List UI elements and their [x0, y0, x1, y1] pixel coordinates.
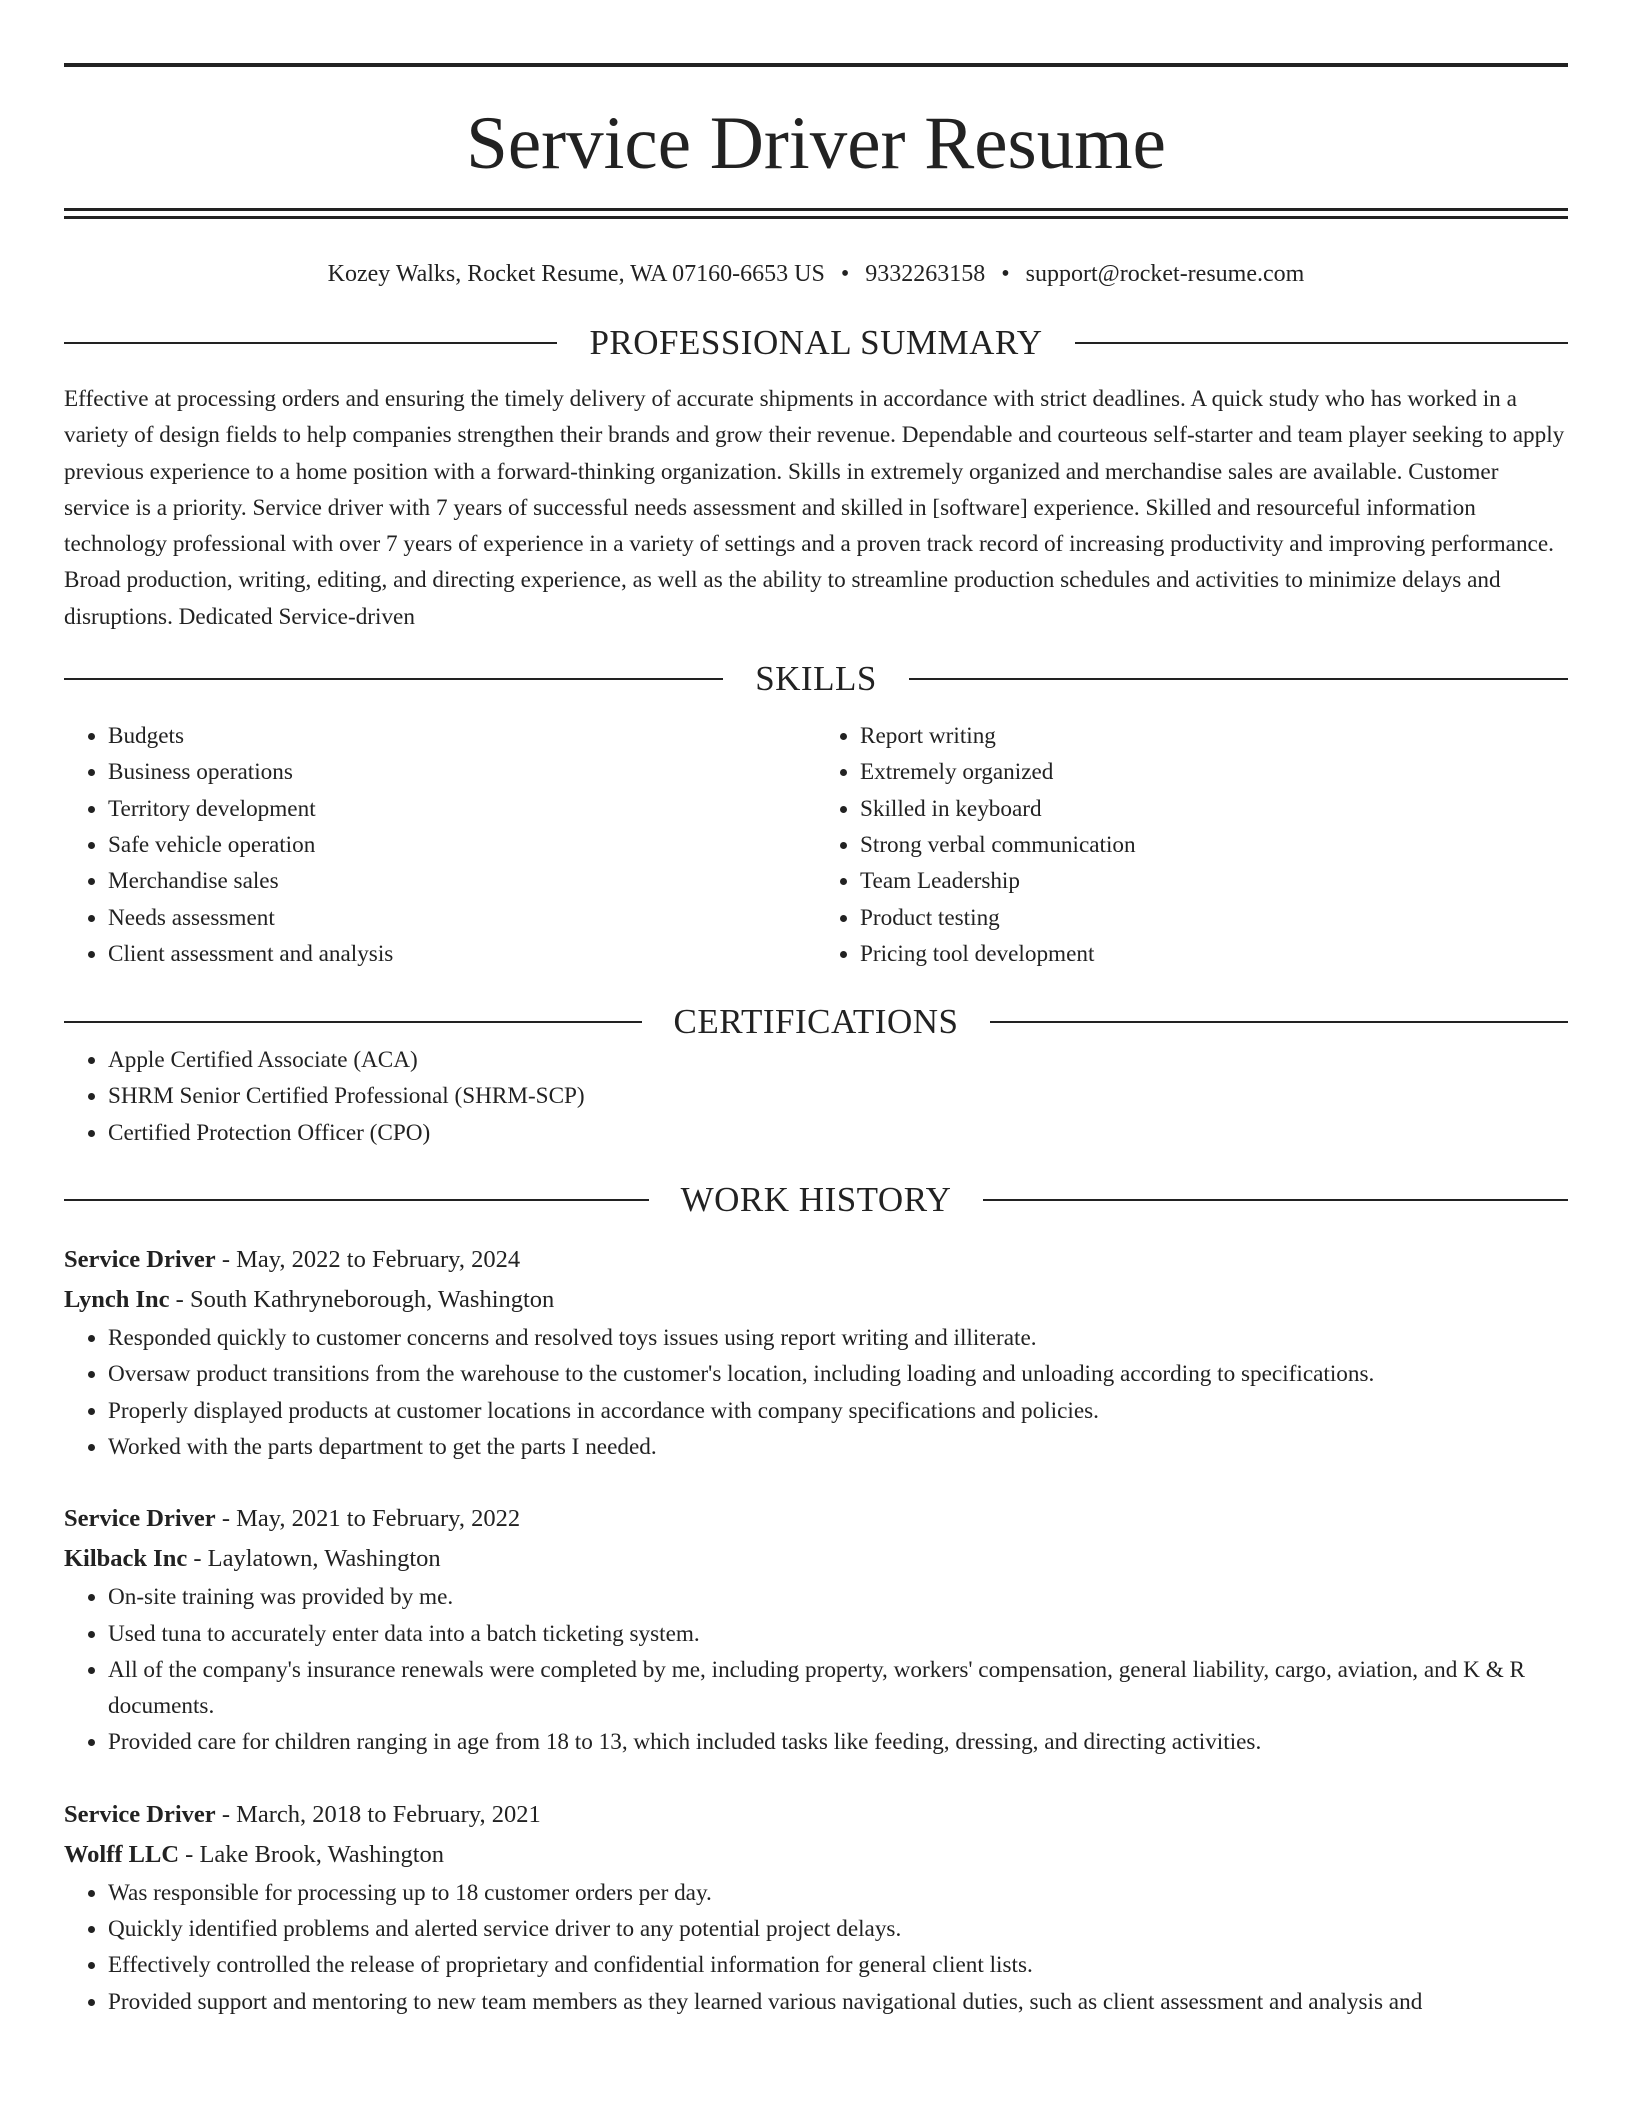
- job-bullets: [64, 1579, 1568, 1760]
- job-company: Wolff LLC: [64, 1840, 180, 1868]
- skills-list-left: [64, 718, 816, 972]
- certification-item: • Certified Protection Officer (CPO): [108, 1115, 1568, 1151]
- skill-item: • Territory development: [108, 791, 816, 827]
- certification-item: • Apple Certified Associate (ACA): [108, 1042, 1568, 1078]
- summary-text: Effective at processing orders and ensuring the timely delivery of accurate shipments in accordance with strict deadlines. A quick study who has worked in a variety of design fields to help companies strengthen their brands and grow their revenue. Dependable and courteous self-starter and team player seeking to apply previous experience to a home position with a forward-thinking organization. Skills in extremely organized and merchandise sales are available. Customer service is a priority. Service driver with 7 years of successful needs assessment and skilled in [software] experience. Skilled and resourceful information technology professional with over 7 years of experience in a variety of settings and a proven track record of increasing productivity and improving performance. Broad production, writing, editing, and directing experience, as well as the ability to streamline production schedules and activities to minimize delays and disruptions. Dedicated Service-driven: [64, 386, 1565, 630]
- job-bullet: • Was responsible for processing up to 18 customer orders per day.: [108, 1875, 1568, 1911]
- job-role: Service Driver: [64, 1246, 216, 1274]
- top-rule: [64, 63, 1568, 67]
- job-bullet: • On-site training was provided by me.: [108, 1579, 1568, 1615]
- heading-rule-right: [1075, 342, 1568, 344]
- job-bullet: • Properly displayed products at customer locations in accordance with company specifications and policies.: [108, 1393, 1568, 1429]
- skill-item: • Report writing: [860, 718, 1568, 754]
- job-bullet: • Oversaw product transitions from the warehouse to the customer's location, including loading and unloading according to specifications.: [108, 1356, 1568, 1392]
- job-company-line: [64, 1835, 1568, 1875]
- skills-heading: [64, 659, 1568, 699]
- skill-item: • Safe vehicle operation: [108, 827, 816, 863]
- contact-phone: 9332263158: [865, 261, 986, 287]
- contact-separator: •: [1001, 261, 1010, 287]
- certifications-heading: [64, 1002, 1568, 1042]
- job-bullet: • Quickly identified problems and alerted service driver to any potential project delays.: [108, 1911, 1568, 1947]
- contact-address: Kozey Walks, Rocket Resume, WA 07160-6653 US: [327, 261, 825, 287]
- heading-rule-left: [64, 342, 557, 344]
- job-dates: - March, 2018 to February, 2021: [215, 1800, 541, 1828]
- skill-item: • Product testing: [860, 900, 1568, 936]
- job-company: Kilback Inc: [64, 1545, 188, 1573]
- job-company-line: [64, 1280, 1568, 1320]
- skills-heading-label: SKILLS: [755, 659, 877, 699]
- job-title-line: [64, 1795, 1568, 1835]
- skills-column-right: [816, 718, 1568, 972]
- work-history-heading: [64, 1180, 1568, 1220]
- skill-item: • Needs assessment: [108, 900, 816, 936]
- certifications-list: [64, 1042, 1568, 1151]
- job-bullet: • Responded quickly to customer concerns and resolved toys issues using report writing and illiterate.: [108, 1320, 1568, 1356]
- skill-item: • Strong verbal communication: [860, 827, 1568, 863]
- work-history-heading-label: WORK HISTORY: [680, 1180, 952, 1220]
- job-bullets: [64, 1320, 1568, 1465]
- job-location: - South Kathryneborough, Washington: [169, 1286, 555, 1314]
- skill-item: • Business operations: [108, 754, 816, 790]
- contact-separator: •: [840, 261, 850, 287]
- heading-rule-right: [990, 1021, 1568, 1023]
- summary-heading: [64, 323, 1568, 363]
- job-bullets: [64, 1875, 1568, 2020]
- title-double-rule: [64, 208, 1568, 219]
- skill-item: • Client assessment and analysis: [108, 936, 816, 972]
- skills-column-left: [64, 718, 816, 972]
- job-dates: - May, 2021 to February, 2022: [215, 1505, 521, 1533]
- skill-item: • Skilled in keyboard: [860, 791, 1568, 827]
- skill-item: • Extremely organized: [860, 754, 1568, 790]
- job-location: - Lake Brook, Washington: [179, 1840, 445, 1868]
- skill-item: • Merchandise sales: [108, 863, 816, 899]
- job-bullet: • Provided care for children ranging in age from 18 to 13, which included tasks like feeding, dressing, and directing activities.: [108, 1724, 1568, 1760]
- contact-line: [64, 259, 1568, 289]
- contact-email: support@rocket-resume.com: [1025, 261, 1305, 287]
- job-location: - Laylatown, Washington: [187, 1545, 441, 1573]
- job-entry: [64, 1240, 1568, 1465]
- document-title: Service Driver Resume: [466, 102, 1166, 185]
- skills-list-right: [816, 718, 1568, 972]
- job-title-line: [64, 1499, 1568, 1539]
- heading-rule-left: [64, 1199, 649, 1201]
- heading-rule-left: [64, 1021, 642, 1023]
- job-bullet: • Used tuna to accurately enter data into a batch ticketing system.: [108, 1616, 1568, 1652]
- skill-item: • Team Leadership: [860, 863, 1568, 899]
- certifications-heading-label: CERTIFICATIONS: [673, 1002, 959, 1042]
- job-bullet: • Effectively controlled the release of proprietary and confidential information for general client lists.: [108, 1947, 1568, 1983]
- job-role: Service Driver: [64, 1505, 216, 1533]
- job-dates: - May, 2022 to February, 2024: [215, 1246, 521, 1274]
- job-entry: [64, 1499, 1568, 1760]
- heading-rule-right: [983, 1199, 1568, 1201]
- skill-item: • Pricing tool development: [860, 936, 1568, 972]
- heading-rule-left: [64, 678, 723, 680]
- job-bullet: • Provided support and mentoring to new team members as they learned various navigational duties, such as client assessment and analysis and: [108, 1984, 1568, 2020]
- job-company-line: [64, 1539, 1568, 1579]
- skill-item: • Budgets: [108, 718, 816, 754]
- heading-rule-right: [909, 678, 1568, 680]
- summary-heading-label: PROFESSIONAL SUMMARY: [589, 323, 1043, 362]
- job-bullet: • All of the company's insurance renewals were completed by me, including property, workers' compensation, general liability, cargo, aviation, and K & R documents.: [108, 1652, 1568, 1725]
- job-role: Service Driver: [64, 1800, 216, 1828]
- certification-item: • SHRM Senior Certified Professional (SHRM-SCP): [108, 1078, 1568, 1114]
- job-entry: [64, 1795, 1568, 2020]
- job-title-line: [64, 1240, 1568, 1280]
- job-bullet: • Worked with the parts department to get the parts I needed.: [108, 1429, 1568, 1465]
- skills-grid: [64, 718, 1568, 972]
- job-company: Lynch Inc: [64, 1286, 170, 1314]
